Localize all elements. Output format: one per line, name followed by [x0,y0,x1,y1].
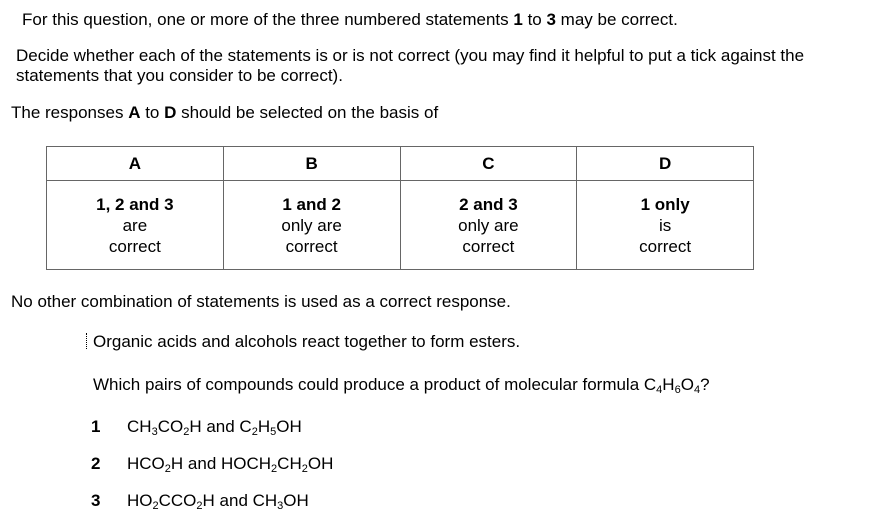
response-header-d: D [577,147,754,181]
response-cell-b: 1 and 2 only are correct [223,181,400,270]
response-cell-c: 2 and 3 only are correct [400,181,577,270]
statement-number: 2 [91,454,101,473]
instructions-intro: For this question, one or more of the three numbered statements 1 to 3 may be correct. [22,10,678,29]
statement-formula: $CH_3CO_2H$ and $C_2H_5OH$ [127,417,302,438]
statement-2 [91,454,333,474]
statement-formula: $HO_2CCO_2H$ and $CH_3OH$ [127,491,309,512]
statement-3 [91,491,309,511]
question-stem: Organic acids and alcohols react together to form esters. [86,332,520,352]
statement-number-3: 3 [546,10,556,29]
no-other-combination-note: No other combination of statements is used as a correct response. [11,292,511,311]
statement-number: 3 [91,491,101,510]
text-cursor-icon [86,333,88,349]
response-cell-a: 1, 2 and 3 are correct [47,181,224,270]
response-header-c: C [400,147,577,181]
response-key-table [46,146,754,270]
statement-1 [91,417,302,437]
response-header-a: A [47,147,224,181]
response-key-header-row [47,147,754,181]
question-text: Which pairs of compounds could produce a product of molecular formula $C_4H_6O_4$? [93,375,710,396]
statement-formula: $HCO_2H$ and $HOCH_2CH_2OH$ [127,454,334,475]
statement-number-1: 1 [513,10,523,29]
response-cell-d: 1 only is correct [577,181,754,270]
statement-number: 1 [91,417,101,436]
response-header-b: B [223,147,400,181]
instructions-decide: Decide whether each of the statements is or is not correct (you may find it helpful to put a tick against the statements that you consider to be correct). [16,46,805,85]
instructions-responses: The responses A to D should be selected on the basis of [11,103,439,122]
response-key-body-row [47,181,754,270]
